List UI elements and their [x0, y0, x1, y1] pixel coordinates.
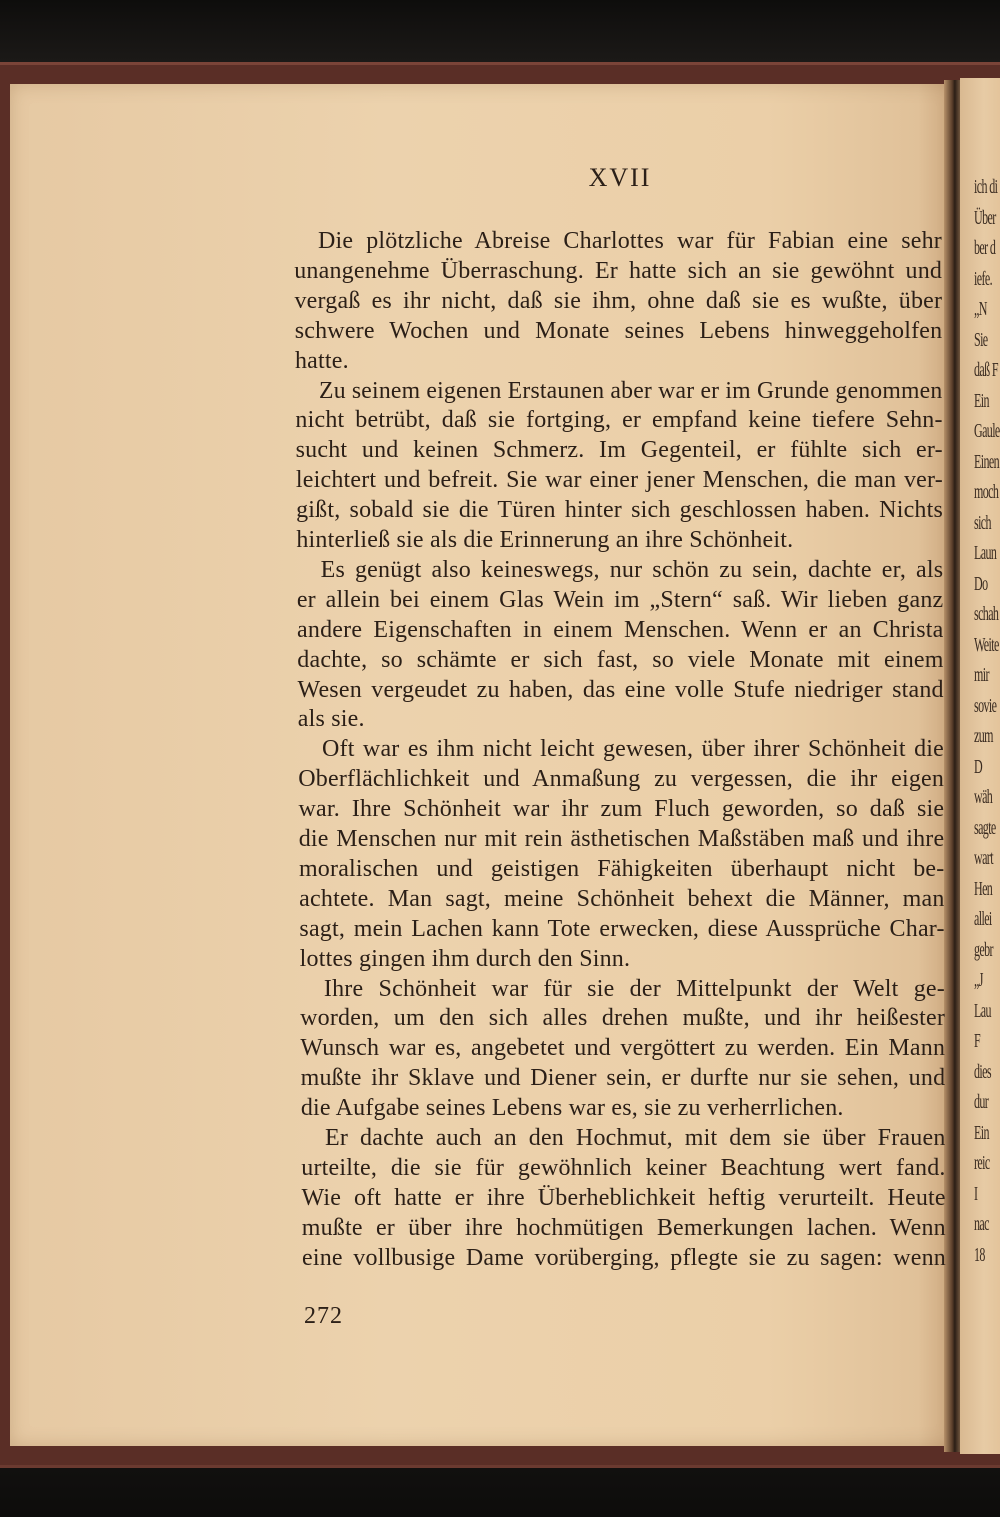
- text-line: hatte.: [294, 347, 349, 374]
- facing-page-fragment: D: [974, 755, 983, 778]
- facing-page-fragment: dur: [974, 1091, 989, 1113]
- facing-page-fragment: moch: [974, 481, 999, 503]
- text-line: Oberflächlichkeit und Anmaßung zu vergessen, die ihr eigen: [298, 766, 945, 793]
- text-line: Die plötzliche Abreise Charlottes war für Fabian eine sehr: [318, 228, 942, 254]
- text-line: Ihre Schönheit war für sie der Mittelpunkt der Welt ge-: [323, 975, 945, 1002]
- facing-page-fragment: „J: [974, 969, 983, 991]
- text-line: dachte, so schämte er sich fast, so viele Monate mit einem: [297, 646, 944, 673]
- text-line: gißt, sobald sie die Türen hinter sich geschlossen haben. Nichts: [296, 497, 944, 524]
- text-line: lottes gingen ihm durch den Sinn.: [299, 945, 631, 972]
- text-line: andere Eigenschaften in einem Menschen. Wenn er an Christa: [297, 616, 944, 643]
- facing-page-fragment: Laun: [974, 542, 997, 564]
- facing-page-fragment: 18: [974, 1243, 985, 1266]
- text-line: Wie oft hatte er ihre Überheblichkeit heftig verurteilt. Heute: [301, 1184, 946, 1211]
- facing-page-fragment: mir: [974, 664, 989, 686]
- facing-page-fragment: „N: [974, 298, 987, 320]
- facing-page-fragment: ber d: [974, 237, 996, 259]
- facing-page-fragment: dies: [974, 1060, 991, 1083]
- text-line: mußte ihr Sklave und Diener sein, er durfte nur sie sehen, und: [300, 1065, 946, 1092]
- facing-page-fragment: gebr: [974, 938, 993, 961]
- chapter-heading-text: XVII: [588, 163, 652, 192]
- facing-page-fragment: iefe.: [974, 267, 992, 290]
- facing-page-fragment: wäh: [974, 786, 993, 808]
- text-line: Wunsch war es, angebetet und vergöttert zu werden. Ein Mann: [300, 1035, 946, 1062]
- text-line: mußte er über ihre hochmütigen Bemerkungen lachen. Wenn: [301, 1214, 946, 1241]
- text-line: hinterließ sie als die Erinnerung an ihre Schönheit.: [296, 527, 794, 553]
- text-line: Er dachte auch an den Hochmut, mit dem sie über Frauen: [325, 1125, 946, 1151]
- text-line: die Menschen nur mit rein ästhetischen Maßstäben maß und ihre: [298, 826, 945, 852]
- facing-page-fragment: reic: [974, 1152, 990, 1174]
- text-line: worden, um den sich alles drehen mußte, und ihr heißester: [300, 1005, 946, 1032]
- chapter-heading: [0, 163, 1000, 193]
- facing-page-fragment: ich di: [974, 176, 998, 198]
- text-line: er allein bei einem Glas Wein im „Stern“ saß. Wir lieben ganz: [296, 586, 944, 613]
- facing-page-fragment: nac: [974, 1213, 989, 1235]
- text-line: unangenehme Überraschung. Er hatte sich an sie gewöhnt und: [294, 257, 943, 284]
- facing-page-fragment: Ein: [974, 389, 989, 412]
- text-line: schwere Wochen und Monate seines Lebens hinweggeholfen: [294, 317, 943, 344]
- facing-page-fragment: sovie: [974, 694, 997, 717]
- facing-page-fragment: F: [974, 1030, 981, 1052]
- facing-page-fragment: Einen: [974, 450, 999, 473]
- text-line: moralischen und geistigen Fähigkeiten überhaupt nicht be-: [298, 855, 945, 882]
- facing-page-fragment: Hen: [974, 877, 993, 900]
- facing-page-fragment: schah: [974, 603, 999, 625]
- text-line: die Aufgabe seines Lebens war es, sie zu verherrlichen.: [300, 1095, 844, 1122]
- text-line: nicht betrübt, daß sie fortging, er empfand keine tiefere Sehn-: [295, 407, 943, 434]
- facing-page-fragment: Sie: [974, 328, 988, 351]
- facing-page-edge: [960, 78, 1000, 1454]
- text-line: als sie.: [297, 706, 365, 733]
- facing-page-fragment: wart: [974, 847, 993, 869]
- text-line: war. Ihre Schönheit war ihr zum Fluch geworden, so daß sie: [298, 796, 945, 823]
- facing-page-fragment: allei: [974, 908, 992, 930]
- text-line: leichtert und befreit. Sie war einer jener Menschen, die man ver-: [295, 467, 943, 494]
- facing-page-fragment: daß F: [974, 359, 998, 381]
- text-line: Wesen vergeudet zu haben, das eine volle Stufe niedriger stand: [297, 676, 944, 703]
- text-line: achtete. Man sagt, meine Schönheit behext die Männer, man: [299, 885, 945, 912]
- text-line: sagt, mein Lachen kann Tote erwecken, diese Aussprüche Char-: [299, 915, 945, 942]
- text-line: sucht und keinen Schmerz. Im Gegenteil, er fühlte sich er-: [295, 437, 943, 464]
- text-line: Es genügt also keineswegs, nur schön zu sein, dachte er, als: [320, 556, 944, 583]
- text-line: Oft war es ihm nicht leicht gewesen, über ihrer Schönheit die: [322, 736, 944, 763]
- facing-page-fragment: Über: [974, 206, 996, 229]
- text-line: Zu seinem eigenen Erstaunen aber war er im Grunde genommen: [319, 377, 943, 404]
- facing-page-fragment: sagte: [974, 816, 996, 839]
- facing-page-fragment: Do: [974, 572, 988, 595]
- text-line: urteilte, die sie für gewöhnlich keiner Beachtung wert fand.: [301, 1154, 946, 1181]
- facing-page-fragment: Lau: [974, 999, 991, 1022]
- text-line: vergaß es ihr nicht, daß sie ihm, ohne daß sie es wußte, über: [294, 287, 943, 314]
- facing-page-fragment: zum: [974, 725, 993, 747]
- facing-page-fragment: I: [974, 1182, 978, 1205]
- text-line: eine vollbusige Dame vorüberging, pflegte sie zu sagen: wenn: [302, 1244, 946, 1271]
- facing-page-fragment: Ein: [974, 1121, 989, 1144]
- facing-page-fragment: sich: [974, 511, 991, 534]
- facing-page-fragment: Gaule: [974, 420, 1000, 442]
- page-number: 272: [304, 1303, 343, 1329]
- facing-page-fragment: Weite: [974, 633, 999, 656]
